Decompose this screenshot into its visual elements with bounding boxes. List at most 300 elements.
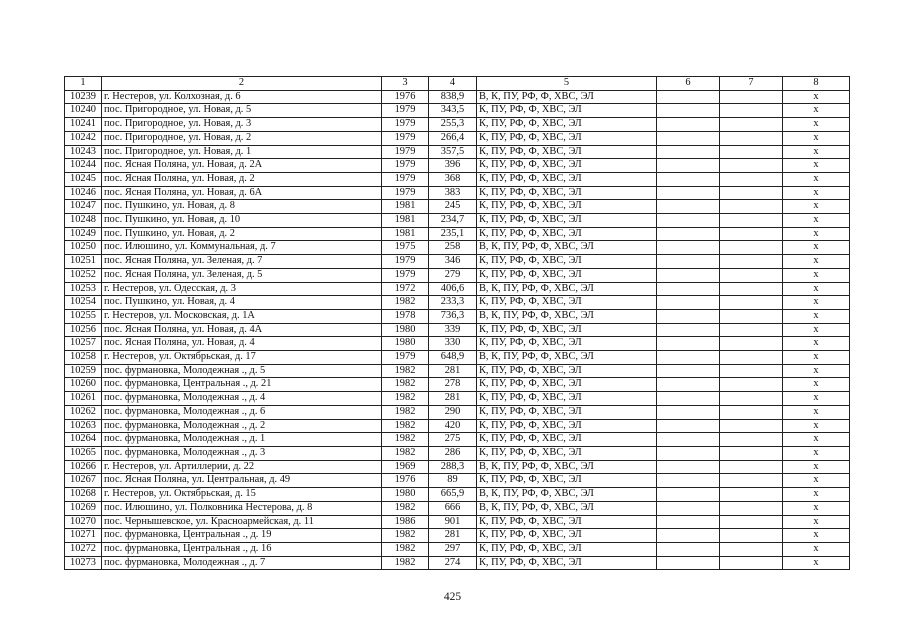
address-cell: пос. фурмановка, Молодежная ., д. 6 <box>102 405 382 419</box>
area-cell: 234,7 <box>429 214 477 228</box>
address-cell: пос. фурмановка, Молодежная ., д. 4 <box>102 392 382 406</box>
column-6-cell <box>657 556 720 570</box>
record-number: 10272 <box>65 542 102 556</box>
column-8-mark: х <box>783 159 850 173</box>
address-cell: пос. Пушкино, ул. Новая, д. 10 <box>102 214 382 228</box>
work-types-cell: К, ПУ, РФ, Ф, ХВС, ЭЛ <box>477 364 657 378</box>
year-built-cell: 1979 <box>382 172 429 186</box>
column-7-cell <box>720 227 783 241</box>
column-6-cell <box>657 118 720 132</box>
column-8-mark: х <box>783 309 850 323</box>
work-types-cell: К, ПУ, РФ, Ф, ХВС, ЭЛ <box>477 405 657 419</box>
column-7-cell <box>720 337 783 351</box>
column-6-cell <box>657 446 720 460</box>
work-types-cell: К, ПУ, РФ, Ф, ХВС, ЭЛ <box>477 118 657 132</box>
record-number: 10251 <box>65 255 102 269</box>
table-row <box>65 378 850 392</box>
column-7-cell <box>720 172 783 186</box>
work-types-cell: К, ПУ, РФ, Ф, ХВС, ЭЛ <box>477 556 657 570</box>
record-number: 10268 <box>65 488 102 502</box>
column-7-cell <box>720 255 783 269</box>
column-header: 5 <box>477 77 657 91</box>
area-cell: 406,6 <box>429 282 477 296</box>
column-6-cell <box>657 433 720 447</box>
column-6-cell <box>657 378 720 392</box>
column-6-cell <box>657 405 720 419</box>
year-built-cell: 1979 <box>382 159 429 173</box>
year-built-cell: 1982 <box>382 296 429 310</box>
record-number: 10250 <box>65 241 102 255</box>
area-cell: 279 <box>429 268 477 282</box>
area-cell: 275 <box>429 433 477 447</box>
column-6-cell <box>657 131 720 145</box>
record-number: 10247 <box>65 200 102 214</box>
table-row <box>65 501 850 515</box>
area-cell: 901 <box>429 515 477 529</box>
column-8-mark: х <box>783 337 850 351</box>
work-types-cell: К, ПУ, РФ, Ф, ХВС, ЭЛ <box>477 186 657 200</box>
year-built-cell: 1979 <box>382 145 429 159</box>
year-built-cell: 1976 <box>382 474 429 488</box>
address-cell: пос. фурмановка, Молодежная ., д. 5 <box>102 364 382 378</box>
column-6-cell <box>657 296 720 310</box>
column-7-cell <box>720 378 783 392</box>
address-cell: пос. Пригородное, ул. Новая, д. 3 <box>102 118 382 132</box>
table-row <box>65 433 850 447</box>
table-row <box>65 268 850 282</box>
column-8-mark: х <box>783 501 850 515</box>
column-header: 1 <box>65 77 102 91</box>
work-types-cell: К, ПУ, РФ, Ф, ХВС, ЭЛ <box>477 446 657 460</box>
column-8-mark: х <box>783 186 850 200</box>
year-built-cell: 1979 <box>382 118 429 132</box>
area-cell: 368 <box>429 172 477 186</box>
column-7-cell <box>720 118 783 132</box>
work-types-cell: В, К, ПУ, РФ, Ф, ХВС, ЭЛ <box>477 351 657 365</box>
work-types-cell: К, ПУ, РФ, Ф, ХВС, ЭЛ <box>477 214 657 228</box>
column-7-cell <box>720 446 783 460</box>
table-row <box>65 118 850 132</box>
column-6-cell <box>657 337 720 351</box>
area-cell: 281 <box>429 364 477 378</box>
record-number: 10240 <box>65 104 102 118</box>
work-types-cell: К, ПУ, РФ, Ф, ХВС, ЭЛ <box>477 515 657 529</box>
table-row <box>65 337 850 351</box>
year-built-cell: 1979 <box>382 131 429 145</box>
column-8-mark: х <box>783 241 850 255</box>
column-7-cell <box>720 542 783 556</box>
column-6-cell <box>657 474 720 488</box>
year-built-cell: 1981 <box>382 200 429 214</box>
record-number: 10271 <box>65 529 102 543</box>
column-8-mark: х <box>783 474 850 488</box>
column-6-cell <box>657 309 720 323</box>
area-cell: 290 <box>429 405 477 419</box>
record-number: 10262 <box>65 405 102 419</box>
table-row <box>65 159 850 173</box>
work-types-cell: К, ПУ, РФ, Ф, ХВС, ЭЛ <box>477 474 657 488</box>
area-cell: 343,5 <box>429 104 477 118</box>
table-row <box>65 515 850 529</box>
record-number: 10249 <box>65 227 102 241</box>
address-cell: пос. Ясная Поляна, ул. Новая, д. 4А <box>102 323 382 337</box>
table-row <box>65 529 850 543</box>
column-7-cell <box>720 364 783 378</box>
column-6-cell <box>657 268 720 282</box>
column-8-mark: х <box>783 488 850 502</box>
work-types-cell: В, К, ПУ, РФ, Ф, ХВС, ЭЛ <box>477 460 657 474</box>
area-cell: 330 <box>429 337 477 351</box>
work-types-cell: К, ПУ, РФ, Ф, ХВС, ЭЛ <box>477 227 657 241</box>
area-cell: 266,4 <box>429 131 477 145</box>
address-cell: г. Нестеров, ул. Колхозная, д. 6 <box>102 90 382 104</box>
column-8-mark: х <box>783 131 850 145</box>
work-types-cell: К, ПУ, РФ, Ф, ХВС, ЭЛ <box>477 529 657 543</box>
column-8-mark: х <box>783 515 850 529</box>
work-types-cell: В, К, ПУ, РФ, Ф, ХВС, ЭЛ <box>477 282 657 296</box>
column-7-cell <box>720 501 783 515</box>
work-types-cell: К, ПУ, РФ, Ф, ХВС, ЭЛ <box>477 145 657 159</box>
column-7-cell <box>720 323 783 337</box>
record-number: 10273 <box>65 556 102 570</box>
column-6-cell <box>657 351 720 365</box>
year-built-cell: 1982 <box>382 433 429 447</box>
address-cell: пос. Пригородное, ул. Новая, д. 5 <box>102 104 382 118</box>
table-row <box>65 296 850 310</box>
work-types-cell: К, ПУ, РФ, Ф, ХВС, ЭЛ <box>477 159 657 173</box>
area-cell: 339 <box>429 323 477 337</box>
work-types-cell: В, К, ПУ, РФ, Ф, ХВС, ЭЛ <box>477 501 657 515</box>
column-8-mark: х <box>783 90 850 104</box>
column-8-mark: х <box>783 200 850 214</box>
work-types-cell: К, ПУ, РФ, Ф, ХВС, ЭЛ <box>477 296 657 310</box>
column-6-cell <box>657 255 720 269</box>
table-body <box>65 90 850 570</box>
column-8-mark: х <box>783 433 850 447</box>
address-cell: пос. Ясная Поляна, ул. Центральная, д. 49 <box>102 474 382 488</box>
column-header: 3 <box>382 77 429 91</box>
year-built-cell: 1980 <box>382 488 429 502</box>
column-6-cell <box>657 488 720 502</box>
record-number: 10255 <box>65 309 102 323</box>
year-built-cell: 1982 <box>382 542 429 556</box>
record-number: 10244 <box>65 159 102 173</box>
table-row <box>65 186 850 200</box>
table-row <box>65 131 850 145</box>
year-built-cell: 1979 <box>382 104 429 118</box>
address-cell: пос. Пригородное, ул. Новая, д. 1 <box>102 145 382 159</box>
column-6-cell <box>657 104 720 118</box>
work-types-cell: К, ПУ, РФ, Ф, ХВС, ЭЛ <box>477 392 657 406</box>
work-types-cell: К, ПУ, РФ, Ф, ХВС, ЭЛ <box>477 542 657 556</box>
column-8-mark: х <box>783 446 850 460</box>
column-7-cell <box>720 460 783 474</box>
column-6-cell <box>657 145 720 159</box>
year-built-cell: 1972 <box>382 282 429 296</box>
table-row <box>65 392 850 406</box>
area-cell: 89 <box>429 474 477 488</box>
column-8-mark: х <box>783 323 850 337</box>
address-cell: пос. фурмановка, Центральная ., д. 19 <box>102 529 382 543</box>
address-cell: пос. Ясная Поляна, ул. Новая, д. 2 <box>102 172 382 186</box>
column-6-cell <box>657 542 720 556</box>
column-6-cell <box>657 90 720 104</box>
column-7-cell <box>720 405 783 419</box>
column-8-mark: х <box>783 172 850 186</box>
table-row <box>65 214 850 228</box>
column-7-cell <box>720 145 783 159</box>
column-7-cell <box>720 392 783 406</box>
year-built-cell: 1979 <box>382 186 429 200</box>
table-row <box>65 488 850 502</box>
work-types-cell: К, ПУ, РФ, Ф, ХВС, ЭЛ <box>477 337 657 351</box>
column-7-cell <box>720 104 783 118</box>
address-cell: г. Нестеров, ул. Московская, д. 1А <box>102 309 382 323</box>
column-8-mark: х <box>783 542 850 556</box>
record-number: 10256 <box>65 323 102 337</box>
column-7-cell <box>720 282 783 296</box>
area-cell: 383 <box>429 186 477 200</box>
table-row <box>65 309 850 323</box>
area-cell: 255,3 <box>429 118 477 132</box>
table-row <box>65 556 850 570</box>
work-types-cell: К, ПУ, РФ, Ф, ХВС, ЭЛ <box>477 131 657 145</box>
column-8-mark: х <box>783 392 850 406</box>
column-6-cell <box>657 200 720 214</box>
column-6-cell <box>657 364 720 378</box>
column-6-cell <box>657 460 720 474</box>
column-8-mark: х <box>783 145 850 159</box>
area-cell: 288,3 <box>429 460 477 474</box>
address-cell: г. Нестеров, ул. Октябрьская, д. 17 <box>102 351 382 365</box>
column-header: 4 <box>429 77 477 91</box>
housing-register-table <box>64 76 850 570</box>
address-cell: пос. фурмановка, Центральная ., д. 21 <box>102 378 382 392</box>
record-number: 10263 <box>65 419 102 433</box>
area-cell: 286 <box>429 446 477 460</box>
area-cell: 297 <box>429 542 477 556</box>
area-cell: 258 <box>429 241 477 255</box>
column-8-mark: х <box>783 351 850 365</box>
column-7-cell <box>720 309 783 323</box>
column-7-cell <box>720 529 783 543</box>
record-number: 10253 <box>65 282 102 296</box>
record-number: 10245 <box>65 172 102 186</box>
address-cell: пос. фурмановка, Молодежная ., д. 3 <box>102 446 382 460</box>
record-number: 10239 <box>65 90 102 104</box>
record-number: 10254 <box>65 296 102 310</box>
year-built-cell: 1975 <box>382 241 429 255</box>
record-number: 10264 <box>65 433 102 447</box>
table-row <box>65 446 850 460</box>
work-types-cell: К, ПУ, РФ, Ф, ХВС, ЭЛ <box>477 104 657 118</box>
column-8-mark: х <box>783 460 850 474</box>
column-8-mark: х <box>783 419 850 433</box>
column-6-cell <box>657 159 720 173</box>
year-built-cell: 1981 <box>382 227 429 241</box>
address-cell: пос. Пригородное, ул. Новая, д. 2 <box>102 131 382 145</box>
year-built-cell: 1982 <box>382 446 429 460</box>
year-built-cell: 1986 <box>382 515 429 529</box>
column-6-cell <box>657 282 720 296</box>
table-row <box>65 241 850 255</box>
year-built-cell: 1969 <box>382 460 429 474</box>
column-6-cell <box>657 515 720 529</box>
table-row <box>65 255 850 269</box>
column-7-cell <box>720 90 783 104</box>
address-cell: пос. Чернышевское, ул. Красноармейская, д. 11 <box>102 515 382 529</box>
column-number-row <box>65 77 850 91</box>
area-cell: 281 <box>429 392 477 406</box>
year-built-cell: 1980 <box>382 337 429 351</box>
address-cell: г. Нестеров, ул. Октябрьская, д. 15 <box>102 488 382 502</box>
column-8-mark: х <box>783 282 850 296</box>
area-cell: 838,9 <box>429 90 477 104</box>
area-cell: 648,9 <box>429 351 477 365</box>
work-types-cell: К, ПУ, РФ, Ф, ХВС, ЭЛ <box>477 433 657 447</box>
year-built-cell: 1982 <box>382 378 429 392</box>
table-row <box>65 227 850 241</box>
area-cell: 357,5 <box>429 145 477 159</box>
work-types-cell: К, ПУ, РФ, Ф, ХВС, ЭЛ <box>477 255 657 269</box>
area-cell: 245 <box>429 200 477 214</box>
work-types-cell: К, ПУ, РФ, Ф, ХВС, ЭЛ <box>477 378 657 392</box>
work-types-cell: В, К, ПУ, РФ, Ф, ХВС, ЭЛ <box>477 90 657 104</box>
column-8-mark: х <box>783 214 850 228</box>
table-row <box>65 145 850 159</box>
column-header: 8 <box>783 77 850 91</box>
year-built-cell: 1979 <box>382 268 429 282</box>
table-row <box>65 104 850 118</box>
address-cell: пос. фурмановка, Молодежная ., д. 7 <box>102 556 382 570</box>
year-built-cell: 1980 <box>382 323 429 337</box>
year-built-cell: 1981 <box>382 214 429 228</box>
year-built-cell: 1982 <box>382 419 429 433</box>
area-cell: 281 <box>429 529 477 543</box>
column-header: 7 <box>720 77 783 91</box>
record-number: 10270 <box>65 515 102 529</box>
year-built-cell: 1982 <box>382 529 429 543</box>
column-8-mark: х <box>783 529 850 543</box>
work-types-cell: К, ПУ, РФ, Ф, ХВС, ЭЛ <box>477 268 657 282</box>
column-6-cell <box>657 214 720 228</box>
area-cell: 274 <box>429 556 477 570</box>
column-7-cell <box>720 474 783 488</box>
table-row <box>65 405 850 419</box>
column-8-mark: х <box>783 104 850 118</box>
year-built-cell: 1979 <box>382 351 429 365</box>
column-7-cell <box>720 159 783 173</box>
area-cell: 233,3 <box>429 296 477 310</box>
column-7-cell <box>720 241 783 255</box>
year-built-cell: 1978 <box>382 309 429 323</box>
record-number: 10269 <box>65 501 102 515</box>
table-row <box>65 323 850 337</box>
column-8-mark: х <box>783 364 850 378</box>
table-row <box>65 172 850 186</box>
record-number: 10259 <box>65 364 102 378</box>
work-types-cell: В, К, ПУ, РФ, Ф, ХВС, ЭЛ <box>477 488 657 502</box>
column-6-cell <box>657 186 720 200</box>
area-cell: 420 <box>429 419 477 433</box>
table-row <box>65 364 850 378</box>
column-7-cell <box>720 433 783 447</box>
area-cell: 278 <box>429 378 477 392</box>
column-6-cell <box>657 529 720 543</box>
column-8-mark: х <box>783 268 850 282</box>
address-cell: пос. Ясная Поляна, ул. Новая, д. 6А <box>102 186 382 200</box>
year-built-cell: 1979 <box>382 255 429 269</box>
table-row <box>65 90 850 104</box>
column-8-mark: х <box>783 227 850 241</box>
record-number: 10241 <box>65 118 102 132</box>
column-7-cell <box>720 488 783 502</box>
address-cell: пос. фурмановка, Молодежная ., д. 2 <box>102 419 382 433</box>
column-6-cell <box>657 323 720 337</box>
year-built-cell: 1982 <box>382 392 429 406</box>
address-cell: пос. Илюшино, ул. Полковника Нестерова, д. 8 <box>102 501 382 515</box>
work-types-cell: В, К, ПУ, РФ, Ф, ХВС, ЭЛ <box>477 309 657 323</box>
work-types-cell: К, ПУ, РФ, Ф, ХВС, ЭЛ <box>477 323 657 337</box>
year-built-cell: 1982 <box>382 501 429 515</box>
table-row <box>65 351 850 365</box>
work-types-cell: К, ПУ, РФ, Ф, ХВС, ЭЛ <box>477 419 657 433</box>
address-cell: пос. Ясная Поляна, ул. Новая, д. 4 <box>102 337 382 351</box>
column-7-cell <box>720 186 783 200</box>
record-number: 10242 <box>65 131 102 145</box>
record-number: 10260 <box>65 378 102 392</box>
table-row <box>65 419 850 433</box>
record-number: 10265 <box>65 446 102 460</box>
record-number: 10266 <box>65 460 102 474</box>
column-8-mark: х <box>783 255 850 269</box>
column-7-cell <box>720 214 783 228</box>
column-8-mark: х <box>783 378 850 392</box>
address-cell: пос. Ясная Поляна, ул. Зеленая, д. 5 <box>102 268 382 282</box>
address-cell: пос. Ясная Поляна, ул. Новая, д. 2А <box>102 159 382 173</box>
column-7-cell <box>720 268 783 282</box>
year-built-cell: 1982 <box>382 364 429 378</box>
area-cell: 396 <box>429 159 477 173</box>
column-8-mark: х <box>783 118 850 132</box>
column-6-cell <box>657 172 720 186</box>
area-cell: 736,3 <box>429 309 477 323</box>
column-7-cell <box>720 515 783 529</box>
column-7-cell <box>720 200 783 214</box>
address-cell: г. Нестеров, ул. Артиллерии, д. 22 <box>102 460 382 474</box>
table-row <box>65 282 850 296</box>
record-number: 10267 <box>65 474 102 488</box>
column-8-mark: х <box>783 296 850 310</box>
year-built-cell: 1982 <box>382 405 429 419</box>
work-types-cell: К, ПУ, РФ, Ф, ХВС, ЭЛ <box>477 200 657 214</box>
column-6-cell <box>657 392 720 406</box>
address-cell: пос. Пушкино, ул. Новая, д. 4 <box>102 296 382 310</box>
table-row <box>65 542 850 556</box>
table-row <box>65 474 850 488</box>
column-6-cell <box>657 241 720 255</box>
column-header: 6 <box>657 77 720 91</box>
column-7-cell <box>720 351 783 365</box>
table-row <box>65 460 850 474</box>
address-cell: пос. Пушкино, ул. Новая, д. 8 <box>102 200 382 214</box>
table-row <box>65 200 850 214</box>
column-8-mark: х <box>783 556 850 570</box>
record-number: 10258 <box>65 351 102 365</box>
column-6-cell <box>657 419 720 433</box>
page-number: 425 <box>443 591 462 603</box>
column-7-cell <box>720 556 783 570</box>
